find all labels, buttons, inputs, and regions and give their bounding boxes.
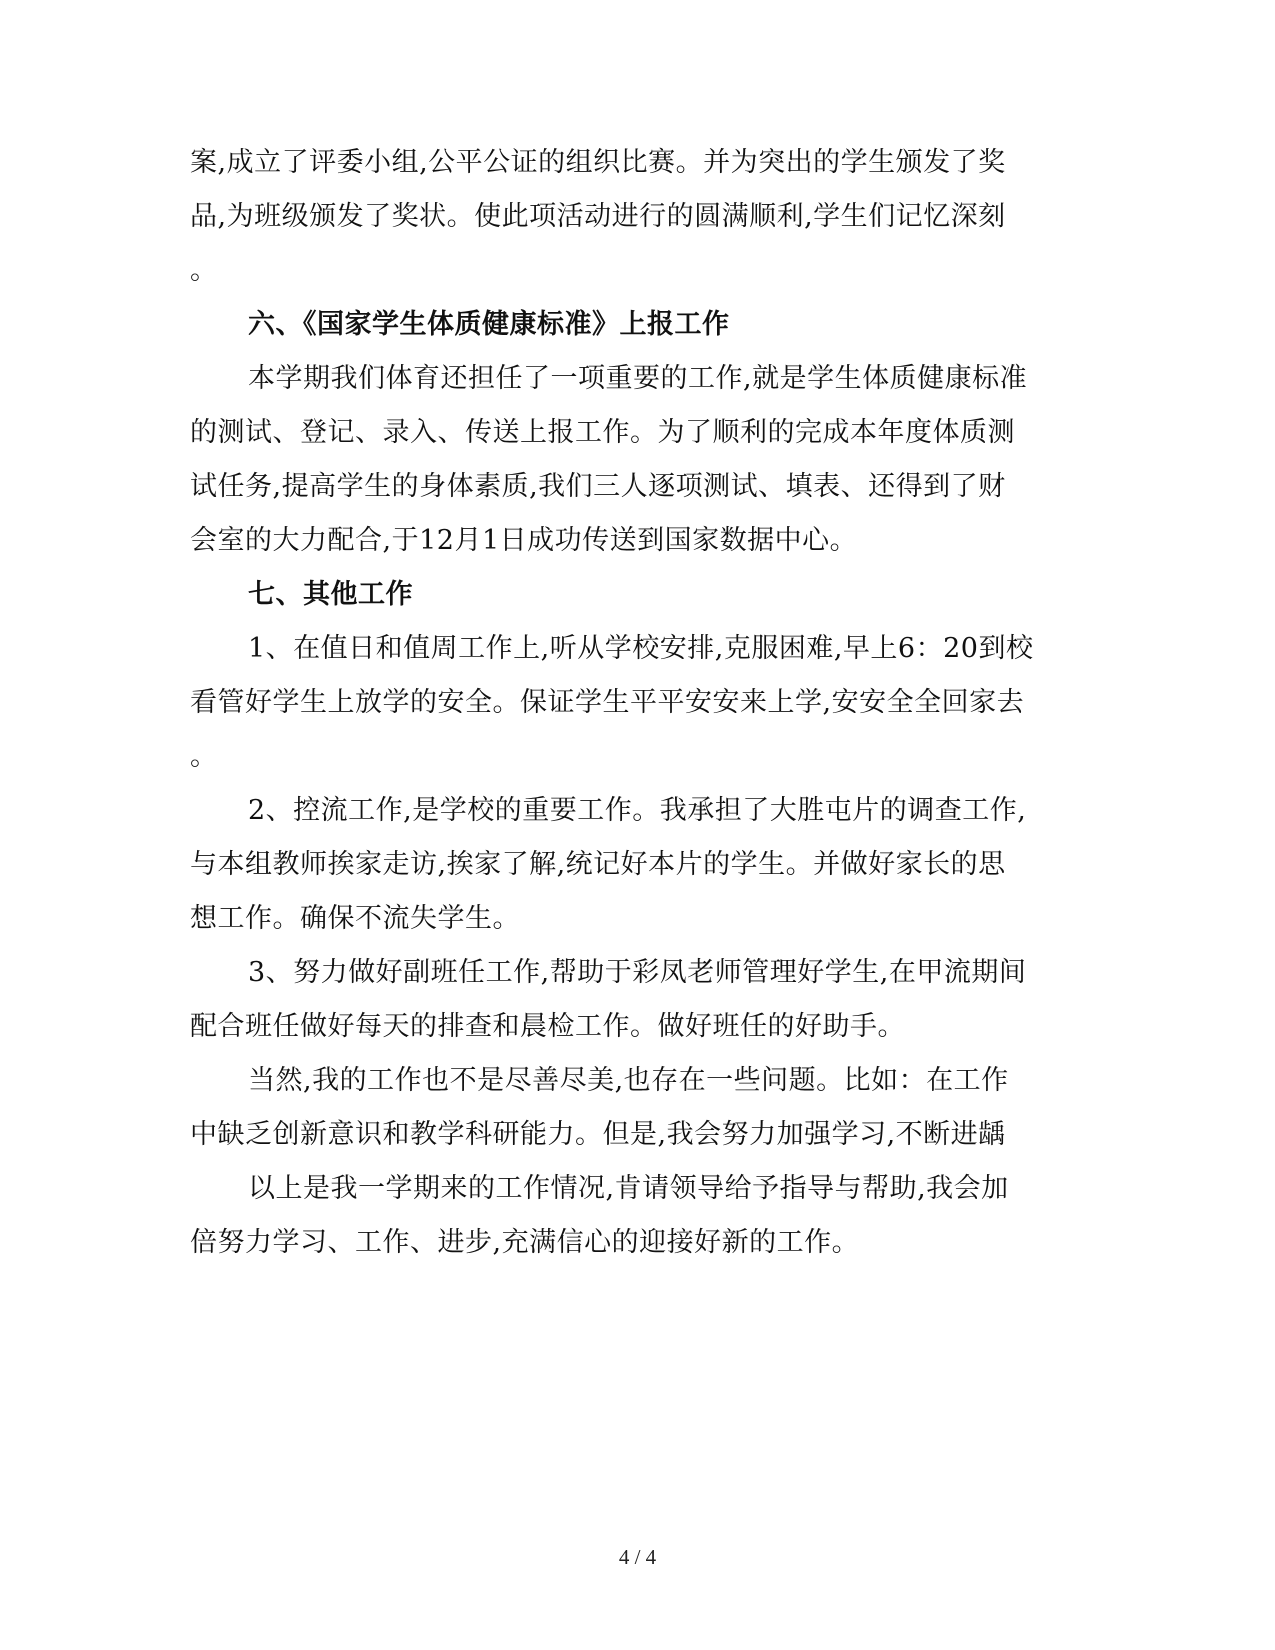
section-heading: 七、其他工作 bbox=[248, 579, 413, 610]
paragraph-line: 案,成立了评委小组,公平公证的组织比赛。并为突出的学生颁发了奖 bbox=[190, 147, 1006, 178]
paragraph-line: 本学期我们体育还担任了一项重要的工作,就是学生体质健康标准 bbox=[248, 363, 1028, 394]
section-heading: 六、《国家学生体质健康标准》上报工作 bbox=[248, 309, 730, 340]
list-item-line: 3、努力做好副班任工作,帮助于彩凤老师管理好学生,在甲流期间 bbox=[248, 957, 1027, 988]
paragraph-line: 中缺乏创新意识和教学科研能力。但是,我会努力加强学习,不断进龋 bbox=[190, 1119, 1006, 1150]
list-item-line: 想工作。确保不流失学生。 bbox=[190, 903, 520, 934]
paragraph-line: 试任务,提高学生的身体素质,我们三人逐项测试、填表、还得到了财 bbox=[190, 471, 1006, 502]
page-number: 4 / 4 bbox=[618, 1545, 657, 1569]
list-item-line: 。 bbox=[190, 741, 218, 772]
paragraph-line: 会室的大力配合,于12月1日成功传送到国家数据中心。 bbox=[190, 525, 858, 556]
paragraph-line: 当然,我的工作也不是尽善尽美,也存在一些问题。比如：在工作 bbox=[248, 1065, 1009, 1096]
paragraph-line: 倍努力学习、工作、进步,充满信心的迎接好新的工作。 bbox=[190, 1227, 860, 1258]
paragraph-line: 的测试、登记、录入、传送上报工作。为了顺利的完成本年度体质测 bbox=[190, 417, 1015, 448]
list-item-line: 与本组教师挨家走访,挨家了解,统记好本片的学生。并做好家长的思 bbox=[190, 849, 1006, 880]
list-item-line: 看管好学生上放学的安全。保证学生平平安安来上学,安安全全回家去 bbox=[190, 687, 1025, 718]
paragraph-line: 。 bbox=[190, 255, 218, 286]
list-item-line: 配合班任做好每天的排查和晨检工作。做好班任的好助手。 bbox=[190, 1011, 905, 1042]
paragraph-line: 品,为班级颁发了奖状。使此项活动进行的圆满顺利,学生们记忆深刻 bbox=[190, 201, 1006, 232]
list-item-line: 2、控流工作,是学校的重要工作。我承担了大胜屯片的调查工作, bbox=[248, 795, 1027, 826]
list-item-line: 1、在值日和值周工作上,听从学校安排,克服困难,早上6：20到校 bbox=[248, 633, 1034, 664]
paragraph-line: 以上是我一学期来的工作情况,肯请领导给予指导与帮助,我会加 bbox=[248, 1173, 1009, 1204]
